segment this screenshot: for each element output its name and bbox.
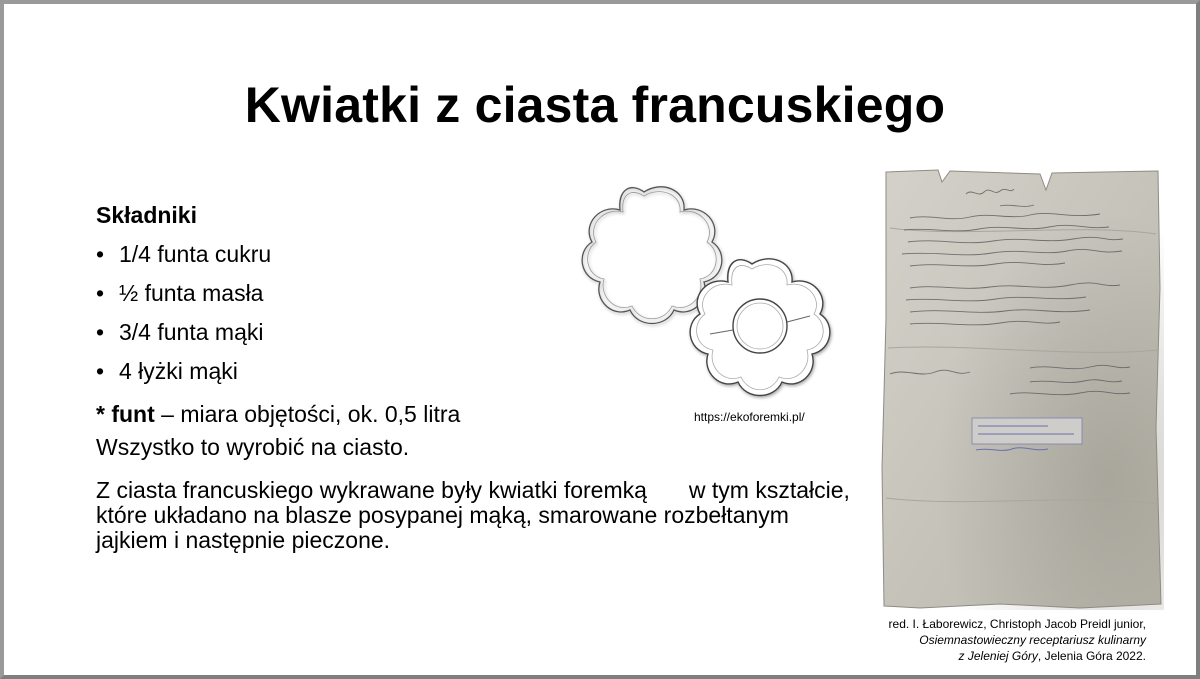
note-term: * funt [96, 401, 155, 427]
citation-title-2: z Jeleniej Góry [958, 649, 1038, 663]
note-definition: – miara objętości, ok. 0,5 litra [154, 401, 461, 427]
list-item [96, 240, 271, 279]
instruction-paragraph-2 [96, 478, 856, 553]
list-item [96, 318, 271, 357]
unit-note [96, 401, 460, 428]
citation-line-3 [826, 648, 1146, 664]
citation-publisher: , Jelenia Góra 2022. [1037, 649, 1146, 663]
ingredient-text: 3/4 funta mąki [119, 319, 264, 345]
paragraph-part-1: Z ciasta francuskiego wykrawane były kwiatki foremką [96, 477, 647, 503]
list-item [96, 279, 271, 318]
ingredient-text: ½ funta masła [119, 280, 264, 306]
ingredients-heading: Składniki [96, 202, 197, 228]
paragraph-part-2: w tym kształcie, które układano na blasze posypanej mąką, smarowane rozbełtanym jajkiem i następnie pieczone. [96, 477, 850, 553]
ingredient-text: 4 łyżki mąki [119, 358, 238, 384]
source-citation [826, 616, 1146, 664]
image-credit: https://ekoforemki.pl/ [694, 410, 805, 424]
instruction-paragraph-1: Wszystko to wyrobić na ciasto. [96, 434, 410, 460]
manuscript-photo [880, 168, 1164, 610]
bullet: • [96, 358, 105, 384]
flower-cutters-image [574, 182, 844, 402]
bullet: • [96, 280, 105, 306]
bullet: • [96, 319, 105, 345]
list-item [96, 357, 271, 396]
bullet: • [96, 241, 105, 267]
slide-title: Kwiatki z ciasta francuskiego [244, 77, 946, 133]
citation-title: Osiemnastowieczny receptariusz kulinarny [919, 633, 1146, 647]
citation-line-1: red. I. Łaborewicz, Christoph Jacob Preidl junior, [888, 617, 1146, 631]
ingredients-list [96, 240, 271, 396]
ingredient-text: 1/4 funta cukru [119, 241, 272, 267]
